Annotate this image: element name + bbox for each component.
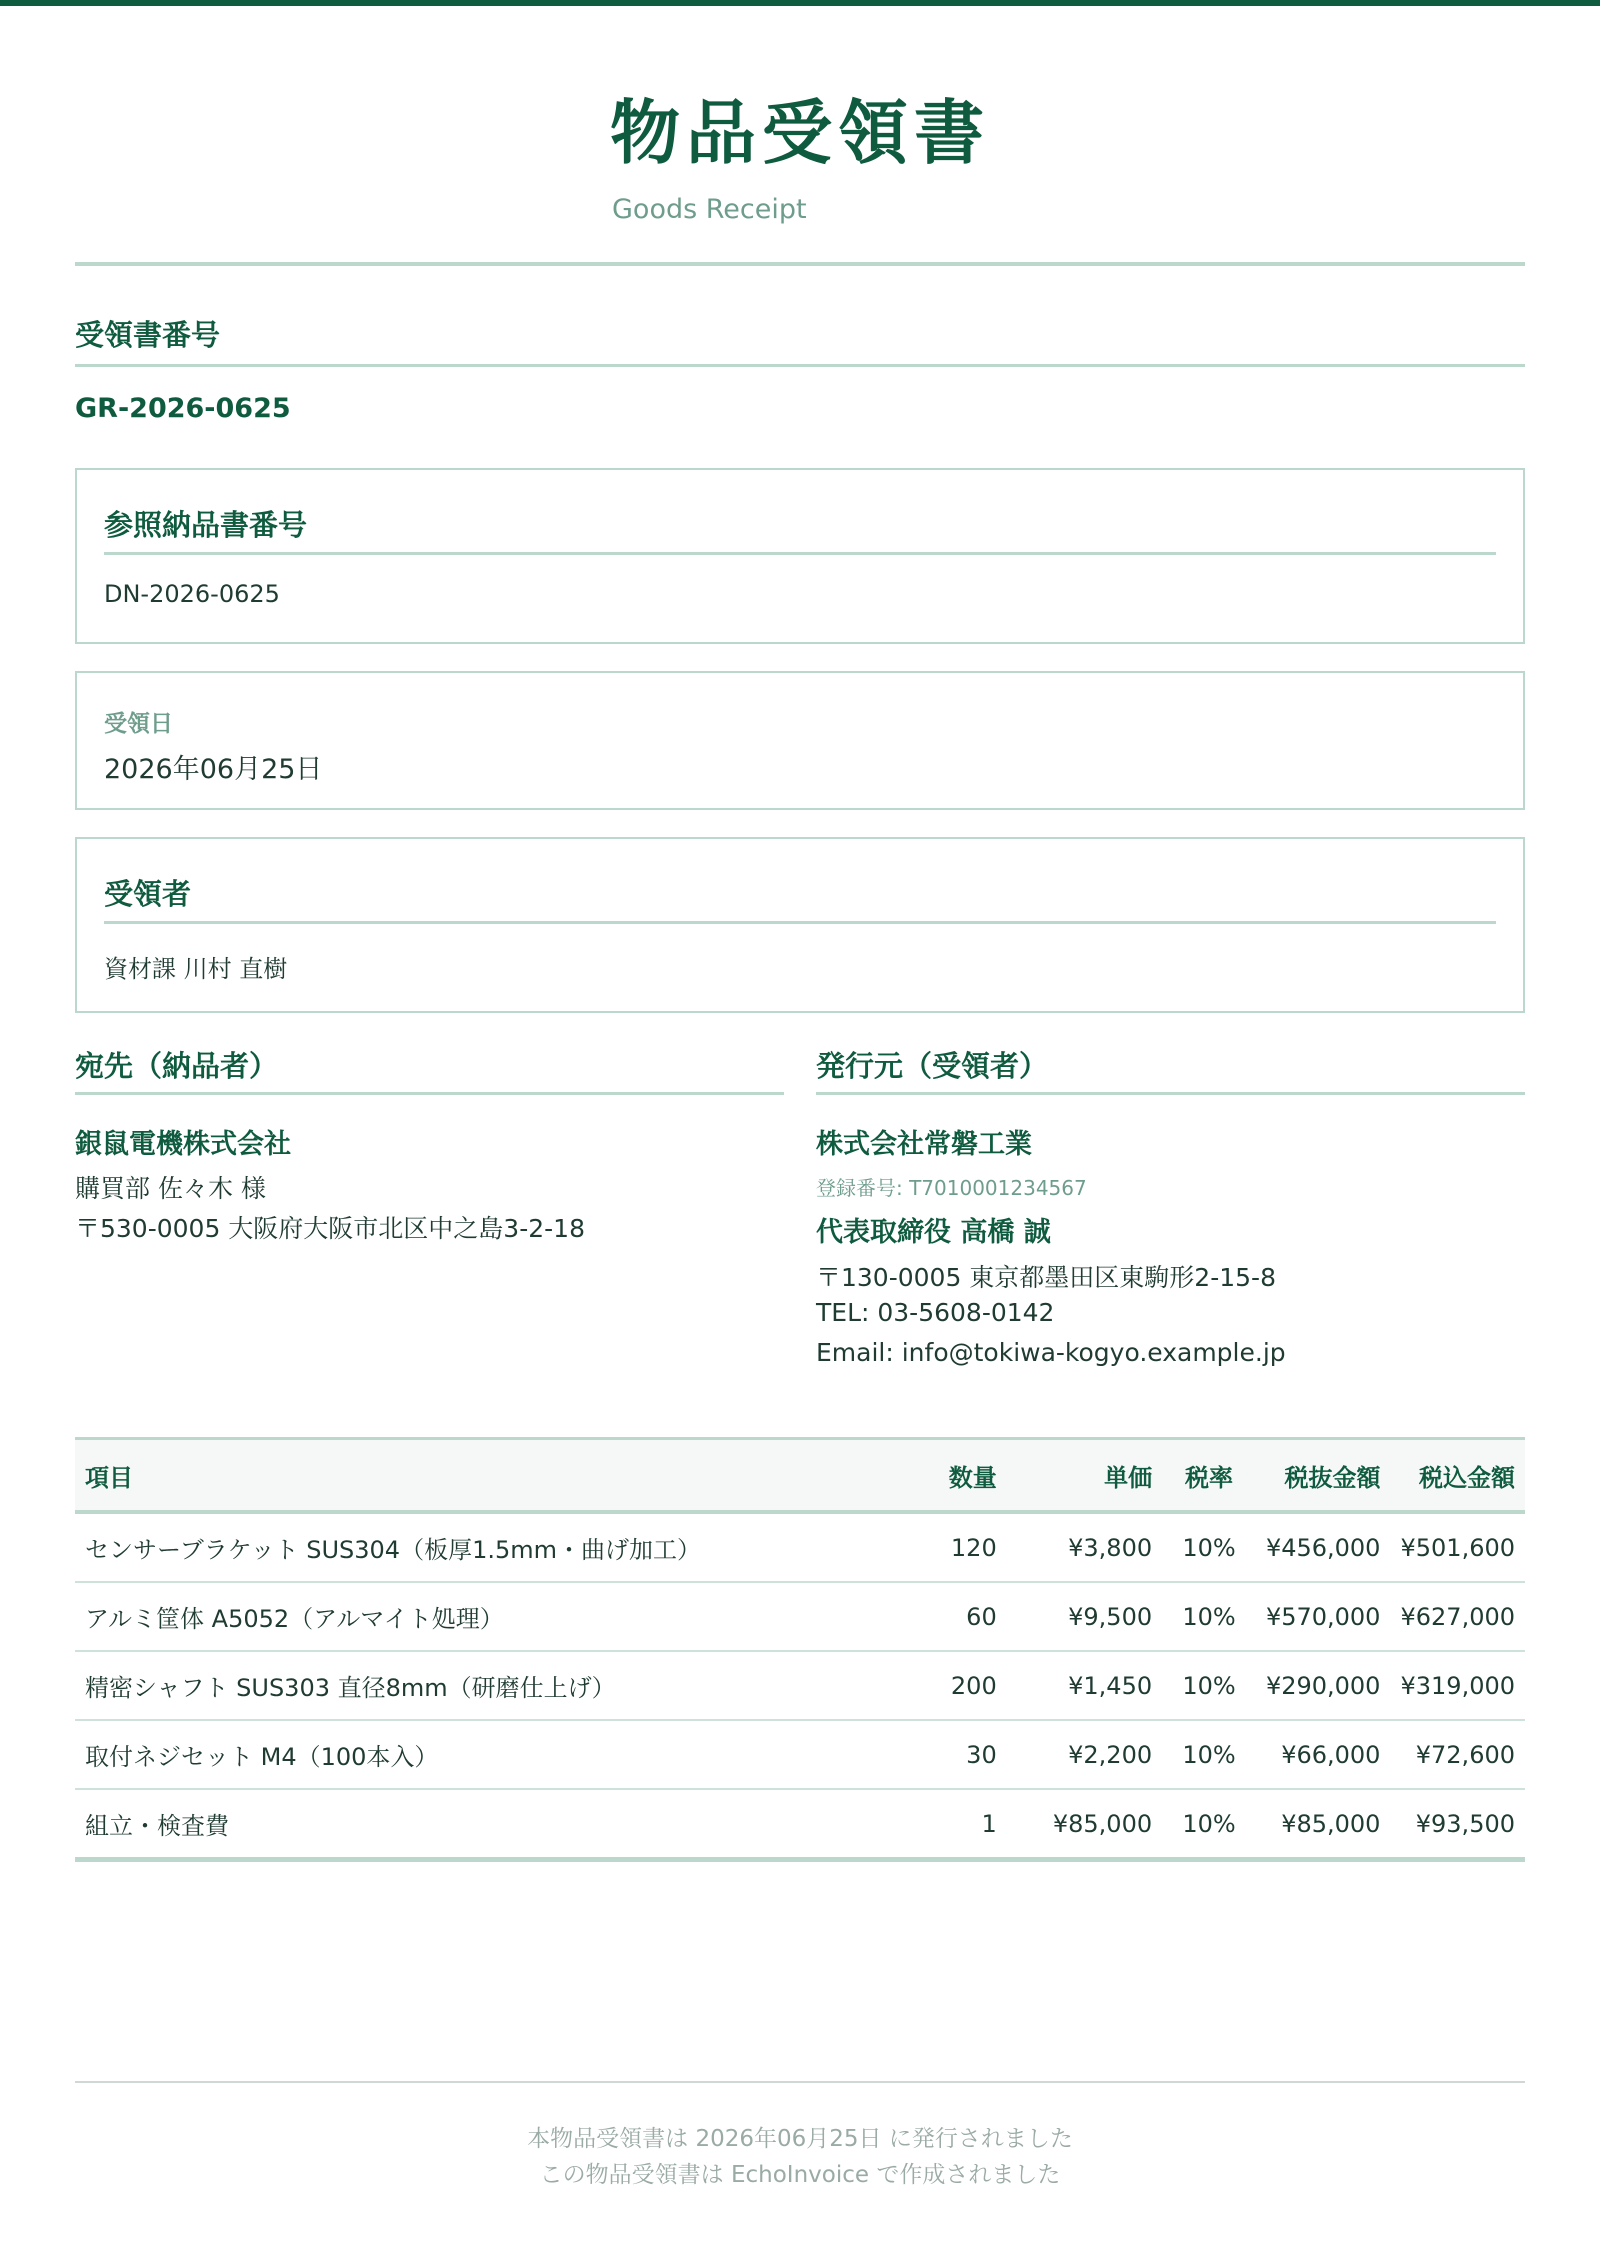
cell-qty: 1 bbox=[840, 1789, 1007, 1860]
footer-issued-note: 本物品受領書は 2026年06月25日 に発行されました bbox=[527, 2126, 1073, 2152]
cell-item: 精密シャフト SUS303 直径8mm（研磨仕上げ） bbox=[75, 1651, 840, 1720]
issuer-representative: 代表取締役 高橋 誠 bbox=[816, 1217, 1051, 1248]
issuer-rule bbox=[816, 1092, 1525, 1095]
issuer-tel: TEL: 03-5608-0142 bbox=[816, 1298, 1055, 1327]
reference-rule bbox=[104, 552, 1496, 555]
cell-tax-rate: 10% bbox=[1162, 1582, 1256, 1651]
table-row bbox=[75, 1651, 1525, 1720]
top-accent-bar bbox=[0, 0, 1600, 6]
header-divider bbox=[75, 262, 1525, 266]
reference-label: 参照納品書番号 bbox=[104, 508, 308, 542]
receipt-date-value: 2026年06月25日 bbox=[104, 754, 323, 785]
header-tax-rate: 税率 bbox=[1162, 1439, 1256, 1513]
cell-tax-rate: 10% bbox=[1162, 1789, 1256, 1860]
cell-amount-ex: ¥290,000 bbox=[1256, 1651, 1391, 1720]
cell-item: アルミ筐体 A5052（アルマイト処理） bbox=[75, 1582, 840, 1651]
cell-tax-rate: 10% bbox=[1162, 1651, 1256, 1720]
issuer-title: 発行元（受領者） bbox=[816, 1049, 1049, 1083]
receipt-date-label: 受領日 bbox=[104, 711, 173, 737]
receipt-number-value: GR-2026-0625 bbox=[75, 393, 291, 424]
issuer-registration: 登録番号: T7010001234567 bbox=[816, 1176, 1087, 1200]
footer-divider bbox=[75, 2081, 1525, 2083]
cell-unit-price: ¥3,800 bbox=[1007, 1512, 1162, 1582]
cell-qty: 30 bbox=[840, 1720, 1007, 1789]
cell-tax-rate: 10% bbox=[1162, 1512, 1256, 1582]
footer-created-note: この物品受領書は EchoInvoice で作成されました bbox=[539, 2162, 1061, 2188]
document-subtitle: Goods Receipt bbox=[612, 194, 807, 225]
receipt-number-label: 受領書番号 bbox=[75, 318, 221, 352]
receiver-box bbox=[75, 837, 1525, 1013]
recipient-company: 銀鼠電機株式会社 bbox=[75, 1129, 291, 1160]
receipt-date-box bbox=[75, 671, 1525, 810]
cell-qty: 200 bbox=[840, 1651, 1007, 1720]
recipient-rule bbox=[75, 1092, 784, 1095]
cell-unit-price: ¥9,500 bbox=[1007, 1582, 1162, 1651]
receiver-label: 受領者 bbox=[104, 877, 192, 911]
header-amount-ex: 税抜金額 bbox=[1256, 1439, 1391, 1513]
cell-amount-ex: ¥570,000 bbox=[1256, 1582, 1391, 1651]
header-unit-price: 単価 bbox=[1007, 1439, 1162, 1513]
recipient-title: 宛先（納品者） bbox=[75, 1049, 279, 1083]
cell-qty: 60 bbox=[840, 1582, 1007, 1651]
cell-qty: 120 bbox=[840, 1512, 1007, 1582]
table-row bbox=[75, 1512, 1525, 1582]
cell-unit-price: ¥85,000 bbox=[1007, 1789, 1162, 1860]
cell-amount-in: ¥72,600 bbox=[1390, 1720, 1525, 1789]
receipt-number-rule bbox=[75, 364, 1525, 367]
cell-item: 取付ネジセット M4（100本入） bbox=[75, 1720, 840, 1789]
cell-unit-price: ¥1,450 bbox=[1007, 1651, 1162, 1720]
reference-box bbox=[75, 468, 1525, 644]
cell-item: センサーブラケット SUS304（板厚1.5mm・曲げ加工） bbox=[75, 1512, 840, 1582]
receiver-rule bbox=[104, 921, 1496, 924]
cell-item: 組立・検査費 bbox=[75, 1789, 840, 1860]
cell-unit-price: ¥2,200 bbox=[1007, 1720, 1162, 1789]
receiver-value: 資材課 川村 直樹 bbox=[104, 955, 288, 983]
recipient-address: 〒530-0005 大阪府大阪市北区中之島3-2-18 bbox=[75, 1214, 585, 1243]
table-row bbox=[75, 1582, 1525, 1651]
issuer-email: Email: info@tokiwa-kogyo.example.jp bbox=[816, 1338, 1286, 1367]
recipient-contact: 購買部 佐々木 様 bbox=[75, 1174, 266, 1203]
cell-amount-ex: ¥85,000 bbox=[1256, 1789, 1391, 1860]
cell-amount-in: ¥93,500 bbox=[1390, 1789, 1525, 1860]
document-title: 物品受領書 bbox=[610, 92, 990, 174]
header-item: 項目 bbox=[75, 1439, 840, 1513]
table-row bbox=[75, 1789, 1525, 1860]
cell-amount-in: ¥319,000 bbox=[1390, 1651, 1525, 1720]
header-amount-in: 税込金額 bbox=[1390, 1439, 1525, 1513]
table-header-row bbox=[75, 1439, 1525, 1513]
cell-amount-in: ¥627,000 bbox=[1390, 1582, 1525, 1651]
reference-value: DN-2026-0625 bbox=[104, 580, 280, 608]
cell-tax-rate: 10% bbox=[1162, 1720, 1256, 1789]
cell-amount-ex: ¥66,000 bbox=[1256, 1720, 1391, 1789]
items-table bbox=[75, 1437, 1525, 1862]
table-row bbox=[75, 1720, 1525, 1789]
cell-amount-ex: ¥456,000 bbox=[1256, 1512, 1391, 1582]
issuer-address: 〒130-0005 東京都墨田区東駒形2-15-8 bbox=[816, 1263, 1276, 1292]
issuer-company: 株式会社常磐工業 bbox=[816, 1129, 1032, 1160]
cell-amount-in: ¥501,600 bbox=[1390, 1512, 1525, 1582]
header-qty: 数量 bbox=[840, 1439, 1007, 1513]
